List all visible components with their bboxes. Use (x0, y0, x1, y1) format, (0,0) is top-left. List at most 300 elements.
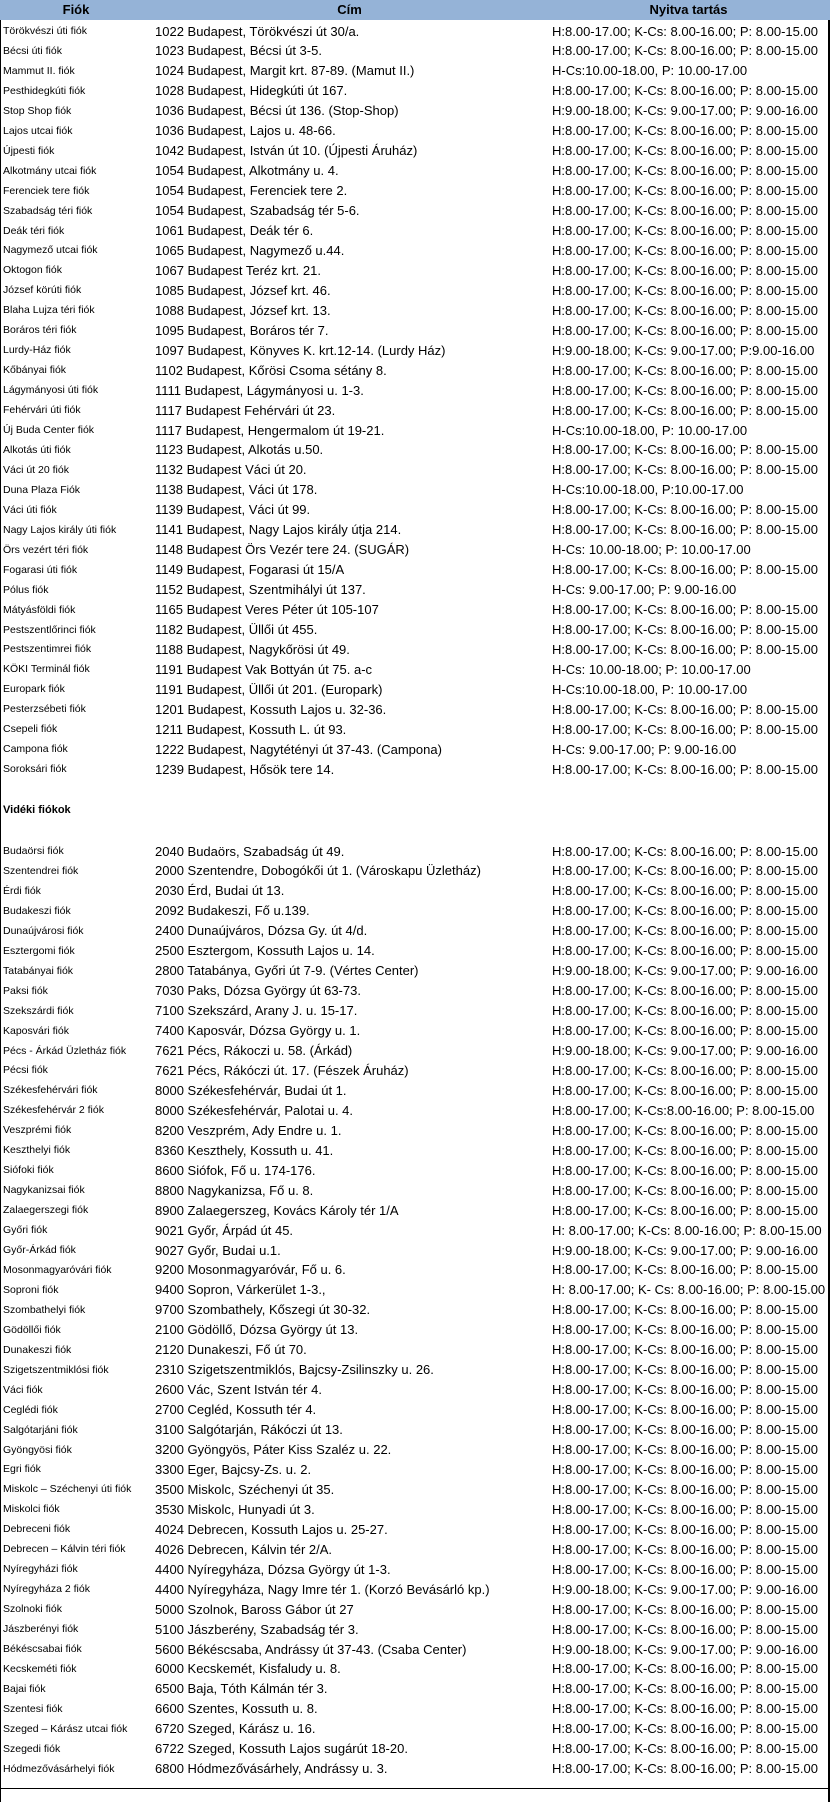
branch-hours: H:8.00-17.00; K-Cs: 8.00-16.00; P: 8.00-15.00 (552, 1362, 818, 1378)
table-row (0, 759, 830, 779)
table-row (0, 1499, 830, 1519)
table-row (0, 500, 830, 520)
table-row (0, 639, 830, 659)
branch-hours: H:8.00-17.00; K-Cs: 8.00-16.00; P: 8.00-15.00 (552, 462, 818, 478)
branch-address: 2800 Tatabánya, Győri út 7-9. (Vértes Center) (155, 963, 419, 979)
table-row (0, 21, 830, 41)
branch-name: Mammut II. fiók (3, 64, 75, 77)
branch-name: Pestszentlőrinci fiók (3, 623, 96, 636)
branch-name: Szegedi fiók (3, 1742, 61, 1755)
table-row (0, 1559, 830, 1579)
branch-address: 1182 Budapest, Üllői út 455. (155, 622, 318, 637)
branch-address: 3100 Salgótarján, Rákóczi út 13. (155, 1422, 343, 1438)
branch-hours: H:8.00-17.00; K-Cs: 8.00-16.00; P: 8.00-15.00 (552, 903, 818, 919)
branch-hours: H:8.00-17.00; K-Cs: 8.00-16.00; P: 8.00-15.00 (552, 242, 818, 258)
branch-address: 1191 Budapest Vak Bottyán út 75. a-c (155, 661, 373, 677)
branch-hours: H:8.00-17.00; K-Cs: 8.00-16.00; P: 8.00-15.00 (552, 1442, 818, 1457)
branch-hours: H:8.00-17.00; K-Cs: 8.00-16.00; P: 8.00-15.00 (552, 983, 818, 999)
branch-name: Fehérvári úti fiók (3, 404, 81, 417)
table-row (0, 1320, 830, 1340)
table-row (0, 1599, 830, 1619)
branch-hours: H:9.00-18.00; K-Cs: 9.00-17.00; P: 9.00-16.00 (552, 963, 818, 979)
branch-hours: H:8.00-17.00; K-Cs: 8.00-16.00; P: 8.00-15.00 (552, 761, 818, 777)
branch-name: Gödöllői fiók (3, 1323, 61, 1336)
branch-address: 2400 Dunaújváros, Dózsa Gy. út 4/d. (155, 923, 368, 939)
table-row (0, 941, 830, 961)
branch-address: 1165 Budapest Veres Péter út 105-107 (155, 602, 379, 618)
branch-name: Budakeszi fiók (3, 904, 71, 917)
table-row (0, 320, 830, 340)
branch-address: 8360 Keszthely, Kossuth u. 41. (155, 1142, 334, 1158)
table-row (0, 300, 830, 320)
branch-hours: H:8.00-17.00; K-Cs: 8.00-16.00; P: 8.00-15.00 (552, 1521, 818, 1537)
branch-hours: H:8.00-17.00; K-Cs: 8.00-16.00; P: 8.00-15.00 (552, 1501, 818, 1517)
branch-hours: H:8.00-17.00; K-Cs: 8.00-16.00; P: 8.00-15.00 (552, 1721, 818, 1737)
branch-hours: H:8.00-17.00; K-Cs: 8.00-16.00; P: 8.00-15.00 (552, 262, 818, 278)
branch-name: Győri fiók (3, 1224, 48, 1237)
branch-hours: H-Cs:10.00-18.00, P: 10.00-17.00 (552, 63, 748, 79)
branch-address: 8800 Nagykanizsa, Fő u. 8. (155, 1182, 314, 1198)
branch-address: 1067 Budapest Teréz krt. 21. (155, 262, 321, 278)
branch-name: Pestszentimrei fiók (3, 643, 92, 656)
table-row (0, 1539, 830, 1559)
branch-name: Szolnoki fiók (3, 1603, 62, 1616)
table-row (0, 1240, 830, 1260)
branch-address: 1102 Budapest, Kőrösi Csoma sétány 8. (155, 362, 387, 378)
branch-address: 1148 Budapest Örs Vezér tere 24. (SUGÁR) (155, 542, 410, 558)
branch-name: Váci úti fiók (3, 503, 57, 516)
table-row (0, 340, 830, 360)
branch-name: Békéscsabai fiók (3, 1643, 82, 1655)
table-row (0, 1100, 830, 1120)
section-title-rural: Vidéki fiókok (3, 804, 71, 816)
table-row (0, 400, 830, 420)
branch-hours: H:8.00-17.00; K-Cs: 8.00-16.00; P: 8.00-15.00 (552, 203, 818, 219)
branch-name: Nagy Lajos király úti fiók (3, 523, 117, 536)
branch-hours: H:8.00-17.00; K-Cs: 8.00-16.00; P: 8.00-15.00 (552, 1382, 818, 1398)
table-row (0, 1619, 830, 1639)
branch-hours: H:8.00-17.00; K-Cs: 8.00-16.00; P: 8.00-15.00 (552, 502, 818, 518)
branch-address: 2700 Cegléd, Kossuth tér 4. (155, 1402, 317, 1418)
branch-address: 4400 Nyíregyháza, Nagy Imre tér 1. (Korzó Bevásárló kp.) (155, 1581, 490, 1597)
branch-name: KÖKI Terminál fiók (3, 663, 90, 676)
branch-hours: H:8.00-17.00; K-Cs: 8.00-16.00; P: 8.00-15.00 (552, 1023, 818, 1039)
branch-hours: H:9.00-18.00; K-Cs: 9.00-17.00; P: 9.00-16.00 (552, 1043, 818, 1058)
table-row (0, 580, 830, 600)
branch-name: Ferenciek tere fiók (3, 184, 90, 197)
table-row (0, 1459, 830, 1479)
branch-address: 3500 Miskolc, Széchenyi út 35. (155, 1481, 335, 1497)
branch-name: Váci út 20 fiók (3, 463, 69, 476)
branch-address: 1095 Budapest, Boráros tér 7. (155, 322, 329, 338)
branch-hours: H-Cs: 9.00-17.00; P: 9.00-16.00 (552, 582, 737, 598)
branch-address: 8200 Veszprém, Ady Endre u. 1. (155, 1122, 342, 1138)
table-row (0, 280, 830, 300)
branch-address: 1111 Budapest, Lágymányosi u. 1-3. (155, 382, 364, 398)
branch-name: Szabadság téri fiók (3, 204, 93, 217)
table-row (0, 101, 830, 121)
branch-hours: H:8.00-17.00; K-Cs: 8.00-16.00; P: 8.00-15.00 (552, 721, 818, 737)
branch-address: 7621 Pécs, Rákoczi u. 58. (Árkád) (155, 1043, 353, 1058)
branch-name: Dunakeszi fiók (3, 1343, 72, 1356)
branch-address: 1239 Budapest, Hősök tere 14. (155, 761, 335, 777)
branch-name: Lágymányosi úti fiók (3, 384, 99, 397)
branch-name: Pólus fiók (3, 583, 49, 596)
branch-name: Mátyásföldi fiók (3, 603, 76, 616)
branch-address: 7621 Pécs, Rákóczi út. 17. (Fészek Áruház) (155, 1062, 409, 1078)
branch-name: Nagymező utcai fiók (3, 244, 98, 257)
branch-address: 9700 Szombathely, Kőszegi út 30-32. (155, 1302, 371, 1318)
branch-address: 1023 Budapest, Bécsi út 3-5. (155, 43, 322, 59)
table-row (0, 1280, 830, 1300)
table-row (0, 1380, 830, 1400)
branch-name: Soproni fiók (3, 1283, 59, 1296)
branch-address: 1042 Budapest, István út 10. (Újpesti Áruház) (155, 143, 418, 159)
branch-hours: H:9.00-18.00; K-Cs: 9.00-17.00; P: 9.00-16.00 (552, 1641, 818, 1657)
branch-name: Blaha Lujza téri fiók (3, 304, 95, 317)
branch-name: Salgótarjáni fiók (3, 1423, 78, 1436)
branch-address: 8000 Székesfehérvár, Palotai u. 4. (155, 1102, 354, 1118)
table-row (0, 380, 830, 400)
branch-hours: H:8.00-17.00; K-Cs: 8.00-16.00; P: 8.00-15.00 (552, 883, 818, 899)
branch-name: Tatabányai fiók (3, 964, 74, 977)
branch-hours: H:8.00-17.00; K-Cs: 8.00-16.00; P: 8.00-15.00 (552, 1621, 818, 1637)
table-row (0, 1719, 830, 1739)
branch-address: 1088 Budapest, József krt. 13. (155, 302, 331, 318)
branch-name: Paksi fiók (3, 984, 48, 997)
table-row (0, 121, 830, 141)
branch-address: 6722 Szeged, Kossuth Lajos sugárút 18-20. (155, 1741, 408, 1757)
branch-address: 1022 Budapest, Törökvészi út 30/a. (155, 23, 360, 39)
branch-hours: H:8.00-17.00; K-Cs: 8.00-16.00; P: 8.00-15.00 (552, 1541, 818, 1557)
branch-address: 1201 Budapest, Kossuth Lajos u. 32-36. (155, 701, 387, 717)
branch-name: Keszthelyi fiók (3, 1144, 71, 1157)
branch-name: Nyíregyházi fiók (3, 1563, 78, 1576)
branch-address: 1036 Budapest, Lajos u. 48-66. (155, 123, 336, 139)
branch-hours: H:8.00-17.00; K-Cs:8.00-16.00; P: 8.00-15.00 (552, 1102, 815, 1118)
branch-hours: H:8.00-17.00; K-Cs: 8.00-16.00; P: 8.00-15.00 (552, 123, 818, 139)
branch-hours: H:8.00-17.00; K-Cs: 8.00-16.00; P: 8.00-15.00 (552, 1302, 818, 1318)
branch-address: 2092 Budakeszi, Fő u.139. (155, 903, 310, 919)
branch-hours: H:8.00-17.00; K-Cs: 8.00-16.00; P: 8.00-15.00 (552, 1402, 818, 1418)
table-row (0, 1160, 830, 1180)
branch-address: 8000 Székesfehérvár, Budai út 1. (155, 1082, 347, 1098)
branch-address: 2600 Vác, Szent István tér 4. (155, 1382, 322, 1398)
branch-address: 9027 Győr, Budai u.1. (155, 1242, 281, 1258)
table-row (0, 1400, 830, 1420)
branch-name: Debrecen – Kálvin téri fiók (3, 1543, 126, 1556)
branch-name: Hódmezővásárhelyi fiók (3, 1762, 115, 1775)
table-row (0, 1180, 830, 1200)
branch-hours: H:8.00-17.00; K-Cs: 8.00-16.00; P: 8.00-15.00 (552, 863, 818, 879)
table-row (0, 1260, 830, 1280)
branch-name: Pécs - Árkád Üzletház fiók (3, 1044, 127, 1057)
branch-hours: H:8.00-17.00; K-Cs: 8.00-16.00; P: 8.00-15.00 (552, 163, 818, 179)
branch-hours: H:8.00-17.00; K-Cs: 8.00-16.00; P: 8.00-15.00 (552, 943, 818, 959)
branch-hours: H:8.00-17.00; K-Cs: 8.00-16.00; P: 8.00-15.00 (552, 1122, 818, 1138)
branch-address: 1097 Budapest, Könyves K. krt.12-14. (Lurdy Ház) (155, 342, 446, 358)
branch-hours: H:8.00-17.00; K-Cs: 8.00-16.00; P: 8.00-15.00 (552, 1262, 818, 1278)
branch-address: 1085 Budapest, József krt. 46. (155, 282, 331, 298)
branch-hours: H:9.00-18.00; K-Cs: 9.00-17.00; P: 9.00-16.00 (552, 103, 818, 119)
table-row (0, 881, 830, 901)
branch-address: 1065 Budapest, Nagymező u.44. (155, 242, 345, 258)
branch-hours: H:8.00-17.00; K-Cs: 8.00-16.00; P: 8.00-15.00 (552, 282, 818, 298)
branch-address: 1152 Budapest, Szentmihályi út 137. (155, 582, 366, 598)
branch-address: 1054 Budapest, Alkotmány u. 4. (155, 163, 339, 179)
table-row (0, 600, 830, 620)
branch-name: Szigetszentmiklósi fiók (3, 1363, 109, 1376)
branch-name: Váci fiók (3, 1383, 43, 1396)
header-branch: Fiók (62, 2, 90, 17)
branch-hours: H:8.00-17.00; K-Cs: 8.00-16.00; P: 8.00-15.00 (552, 1561, 818, 1577)
branch-hours: H:8.00-17.00; K-Cs: 8.00-16.00; P: 8.00-15.00 (552, 1422, 818, 1438)
branch-name: Kaposvári fiók (3, 1024, 69, 1037)
branch-address: 8600 Siófok, Fő u. 174-176. (155, 1162, 316, 1178)
table-row (0, 81, 830, 101)
branch-address: 7030 Paks, Dózsa György út 63-73. (155, 983, 361, 999)
branch-address: 1188 Budapest, Nagykőrösi út 49. (155, 641, 350, 657)
table-row (0, 1300, 830, 1320)
branch-address: 1054 Budapest, Ferenciek tere 2. (155, 183, 348, 199)
branch-address: 4024 Debrecen, Kossuth Lajos u. 25-27. (155, 1521, 388, 1537)
table-row (0, 1479, 830, 1499)
branch-name: Érdi fiók (3, 884, 41, 897)
table-row (0, 1420, 830, 1440)
table-row (0, 861, 830, 881)
branch-hours: H:8.00-17.00; K-Cs: 8.00-16.00; P: 8.00-15.00 (552, 923, 818, 939)
branch-address: 2030 Érd, Budai út 13. (155, 883, 285, 899)
branch-address: 5100 Jászberény, Szabadság tér 3. (155, 1621, 359, 1637)
branch-address: 1222 Budapest, Nagytétényi út 37-43. (Campona) (155, 741, 442, 757)
branch-hours: H-Cs: 10.00-18.00; P: 10.00-17.00 (552, 542, 751, 558)
branch-address: 1138 Budapest, Váci út 178. (155, 482, 318, 498)
branch-hours: H:8.00-17.00; K-Cs: 8.00-16.00; P: 8.00-15.00 (552, 362, 818, 378)
branch-hours: H:8.00-17.00; K-Cs: 8.00-16.00; P: 8.00-15.00 (552, 522, 818, 538)
branch-hours: H:8.00-17.00; K-Cs: 8.00-16.00; P: 8.00-15.00 (552, 701, 818, 717)
branch-hours: H:9.00-18.00; K-Cs: 9.00-17.00; P: 9.00-16.00 (552, 1242, 818, 1258)
branch-name: Székesfehérvár 2 fiók (3, 1104, 104, 1117)
table-row (0, 1360, 830, 1380)
table-row (0, 460, 830, 480)
branch-address: 1191 Budapest, Üllői út 201. (Europark) (155, 681, 383, 697)
branch-hours: H:8.00-17.00; K-Cs: 8.00-16.00; P: 8.00-15.00 (552, 402, 818, 418)
branch-name: Kőbányai fiók (3, 364, 67, 377)
branch-address: 2040 Budaörs, Szabadság út 49. (155, 843, 345, 859)
branch-name: Pécsi fiók (3, 1064, 48, 1077)
branch-hours: H:8.00-17.00; K-Cs: 8.00-16.00; P: 8.00-15.00 (552, 1761, 818, 1777)
branch-name: Újpesti fiók (3, 144, 55, 157)
table-row (0, 841, 830, 861)
branch-hours: H:8.00-17.00; K-Cs: 8.00-16.00; P: 8.00-15.00 (552, 1162, 818, 1178)
branch-hours: H-Cs:10.00-18.00, P:10.00-17.00 (552, 482, 744, 498)
branch-hours: H:8.00-17.00; K-Cs: 8.00-16.00; P: 8.00-15.00 (552, 641, 818, 657)
branch-name: Új Buda Center fiók (3, 424, 95, 436)
branch-name: Zalaegerszegi fiók (3, 1204, 89, 1217)
branch-address: 1149 Budapest, Fogarasi út 15/A (155, 562, 345, 578)
branch-hours: H:8.00-17.00; K-Cs: 8.00-16.00; P: 8.00-15.00 (552, 622, 818, 637)
branch-hours: H:8.00-17.00; K-Cs: 8.00-16.00; P: 8.00-15.00 (552, 302, 818, 318)
branch-name: Campona fiók (3, 743, 68, 756)
branch-name: Bajai fiók (3, 1682, 46, 1695)
branch-hours: H:8.00-17.00; K-Cs: 8.00-16.00; P: 8.00-15.00 (552, 1461, 818, 1477)
branch-address: 5000 Szolnok, Baross Gábor út 27 (155, 1601, 354, 1617)
branch-hours: H-Cs: 9.00-17.00; P: 9.00-16.00 (552, 741, 737, 757)
table-row (0, 659, 830, 679)
branch-address: 5600 Békéscsaba, Andrássy út 37-43. (Csaba Center) (155, 1641, 467, 1657)
table-row (0, 221, 830, 241)
branch-address: 1024 Budapest, Margit krt. 87-89. (Mamut II.) (155, 63, 415, 79)
branch-hours: H:8.00-17.00; K-Cs: 8.00-16.00; P: 8.00-15.00 (552, 1062, 818, 1078)
branch-name: Jászberényi fiók (3, 1623, 79, 1636)
table-row (0, 1001, 830, 1021)
branch-address: 1028 Budapest, Hidegkúti út 167. (155, 83, 348, 99)
branch-name: Nyíregyháza 2 fiók (3, 1583, 90, 1596)
branch-address: 2100 Gödöllő, Dózsa György út 13. (155, 1322, 359, 1338)
branch-name: Soroksári fiók (3, 763, 67, 776)
branch-name: József körúti fiók (3, 284, 82, 297)
branch-name: Mosonmagyaróvári fiók (3, 1263, 112, 1276)
branch-address: 2310 Szigetszentmiklós, Bajcsy-Zsilinszky u. 26. (155, 1362, 434, 1378)
branch-name: Esztergomi fiók (3, 944, 75, 957)
branch-hours: H:8.00-17.00; K-Cs: 8.00-16.00; P: 8.00-15.00 (552, 1481, 818, 1497)
branch-address: 2500 Esztergom, Kossuth Lajos u. 14. (155, 943, 375, 959)
branch-name: Siófoki fiók (3, 1164, 54, 1177)
branch-name: Örs vezért téri fiók (3, 543, 89, 556)
table-row (0, 440, 830, 460)
branch-name: Budaörsi fiók (3, 845, 64, 857)
branch-name: Miskolci fiók (3, 1503, 60, 1516)
branch-hours: H:8.00-17.00; K-Cs: 8.00-16.00; P: 8.00-15.00 (552, 602, 818, 618)
branch-hours: H:8.00-17.00; K-Cs: 8.00-16.00; P: 8.00-15.00 (552, 1661, 818, 1677)
header-opening-hours: Nyitva tartás (649, 2, 728, 17)
branch-hours: H:8.00-17.00; K-Cs: 8.00-16.00; P: 8.00-15.00 (552, 23, 818, 39)
table-row (0, 719, 830, 739)
branch-name: Kecskeméti fiók (3, 1662, 77, 1675)
branch-name: Alkotás úti fiók (3, 443, 71, 456)
branch-name: Europark fiók (3, 683, 65, 696)
branch-address: 1123 Budapest, Alkotás u.50. (155, 442, 324, 458)
branch-hours: H-Cs:10.00-18.00, P: 10.00-17.00 (552, 422, 748, 438)
branch-name: Nagykanizsai fiók (3, 1184, 85, 1197)
branch-hours: H:9.00-18.00; K-Cs: 9.00-17.00; P:9.00-16.00 (552, 342, 815, 358)
branch-name: Pesthidegkúti fiók (3, 84, 86, 97)
branch-name: Veszprémi fiók (3, 1124, 72, 1137)
branch-address: 1036 Budapest, Bécsi út 136. (Stop-Shop) (155, 103, 399, 119)
branch-hours: H:8.00-17.00; K-Cs: 8.00-16.00; P: 8.00-15.00 (552, 1601, 818, 1617)
table-row (0, 1579, 830, 1599)
branch-name: Szombathelyi fiók (3, 1303, 86, 1316)
branch-hours: H: 8.00-17.00; K- Cs: 8.00-16.00; P: 8.00-15.00 (552, 1282, 826, 1298)
branch-hours: H: 8.00-17.00; K-Cs: 8.00-16.00; P: 8.00-15.00 (552, 1222, 822, 1238)
branch-hours: H:9.00-18.00; K-Cs: 9.00-17.00; P: 9.00-16.00 (552, 1581, 818, 1597)
branch-address: 8900 Zalaegerszeg, Kovács Károly tér 1/A (155, 1202, 399, 1218)
table-row (0, 520, 830, 540)
branch-hours: H:8.00-17.00; K-Cs: 8.00-16.00; P: 8.00-15.00 (552, 1701, 818, 1717)
branch-address: 7100 Szekszárd, Arany J. u. 15-17. (155, 1003, 358, 1019)
branch-name: Szeged – Kárász utcai fiók (3, 1722, 128, 1735)
branch-name: Gyöngyösi fiók (3, 1443, 72, 1456)
branch-hours: H:8.00-17.00; K-Cs: 8.00-16.00; P: 8.00-15.00 (552, 1182, 818, 1198)
table-row (0, 1041, 830, 1061)
branch-address: 1054 Budapest, Szabadság tér 5-6. (155, 203, 360, 219)
table-row (0, 240, 830, 260)
branch-name: Debreceni fiók (3, 1523, 71, 1536)
branch-hours: H:8.00-17.00; K-Cs: 8.00-16.00; P: 8.00-15.00 (552, 442, 818, 458)
table-row (0, 981, 830, 1001)
table-row (0, 1739, 830, 1759)
table-row (0, 1340, 830, 1360)
branch-hours: H:8.00-17.00; K-Cs: 8.00-16.00; P: 8.00-15.00 (552, 1681, 818, 1697)
branch-hours: H:8.00-17.00; K-Cs: 8.00-16.00; P: 8.00-15.00 (552, 83, 818, 99)
table-row (0, 679, 830, 699)
branch-name: Szentesi fiók (3, 1702, 63, 1715)
table-row (0, 560, 830, 580)
header-address: Cím (337, 2, 362, 17)
table-row (0, 1080, 830, 1100)
branch-name: Lajos utcai fiók (3, 124, 73, 137)
branch-address: 6500 Baja, Tóth Kálmán tér 3. (155, 1681, 328, 1697)
table-row (0, 1639, 830, 1659)
branch-address: 1117 Budapest, Hengermalom út 19-21. (155, 422, 385, 438)
branch-hours: H:8.00-17.00; K-Cs: 8.00-16.00; P: 8.00-15.00 (552, 562, 818, 578)
branch-name: Oktogon fiók (3, 264, 62, 277)
table-row (0, 1679, 830, 1699)
branch-name: Dunaújvárosi fiók (3, 924, 84, 937)
table-row (0, 961, 830, 981)
table-row (0, 1021, 830, 1041)
branch-hours: H:8.00-17.00; K-Cs: 8.00-16.00; P: 8.00-15.00 (552, 43, 818, 59)
branch-address: 3530 Miskolc, Hunyadi út 3. (155, 1501, 315, 1517)
table-row (0, 739, 830, 759)
branch-hours: H:8.00-17.00; K-Cs: 8.00-16.00; P: 8.00-15.00 (552, 382, 818, 398)
branch-name: Alkotmány utcai fiók (3, 164, 97, 177)
branch-name: Duna Plaza Fiók (3, 483, 81, 496)
branch-name: Boráros téri fiók (3, 324, 77, 337)
branch-name: Csepeli fiók (3, 723, 58, 736)
branch-address: 1139 Budapest, Váci út 99. (155, 502, 311, 518)
branch-address: 4400 Nyíregyháza, Dózsa György út 1-3. (155, 1561, 391, 1577)
branch-hours: H:8.00-17.00; K-Cs: 8.00-16.00; P: 8.00-15.00 (552, 1142, 818, 1158)
table-row (0, 1440, 830, 1460)
table-row (0, 1759, 830, 1779)
table-row (0, 420, 830, 440)
branch-address: 9400 Sopron, Várkerület 1-3., (155, 1282, 326, 1298)
branch-address: 2000 Szentendre, Dobogókői út 1. (Városkapu Üzletház) (155, 863, 481, 879)
branch-name: Pesterzsébeti fiók (3, 703, 86, 716)
table-row (0, 1060, 830, 1080)
branch-hours: H:8.00-17.00; K-Cs: 8.00-16.00; P: 8.00-15.00 (552, 1082, 818, 1098)
branch-name: Törökvészi úti fiók (3, 25, 88, 37)
table-bottom-border (0, 1788, 830, 1789)
table-row (0, 1519, 830, 1539)
branch-hours: H:8.00-17.00; K-Cs: 8.00-16.00; P: 8.00-15.00 (552, 143, 818, 159)
branch-hours: H:8.00-17.00; K-Cs: 8.00-16.00; P: 8.00-15.00 (552, 183, 818, 199)
table-row (0, 360, 830, 380)
table-row (0, 61, 830, 81)
table-row (0, 1140, 830, 1160)
branch-hours: H-Cs:10.00-18.00, P: 10.00-17.00 (552, 681, 748, 697)
table-row (0, 921, 830, 941)
branch-name: Szekszárdi fiók (3, 1004, 74, 1017)
branch-hours: H:8.00-17.00; K-Cs: 8.00-16.00; P: 8.00-15.00 (552, 1003, 818, 1019)
branch-address: 2120 Dunakeszi, Fő út 70. (155, 1342, 307, 1358)
branch-hours: H:8.00-17.00; K-Cs: 8.00-16.00; P: 8.00-15.00 (552, 322, 818, 338)
table-row (0, 41, 830, 61)
branch-address: 3200 Gyöngyös, Páter Kiss Szaléz u. 22. (155, 1442, 392, 1457)
branch-address: 1141 Budapest, Nagy Lajos király útja 214. (155, 522, 402, 538)
branch-address: 6000 Kecskemét, Kisfaludy u. 8. (155, 1661, 341, 1677)
